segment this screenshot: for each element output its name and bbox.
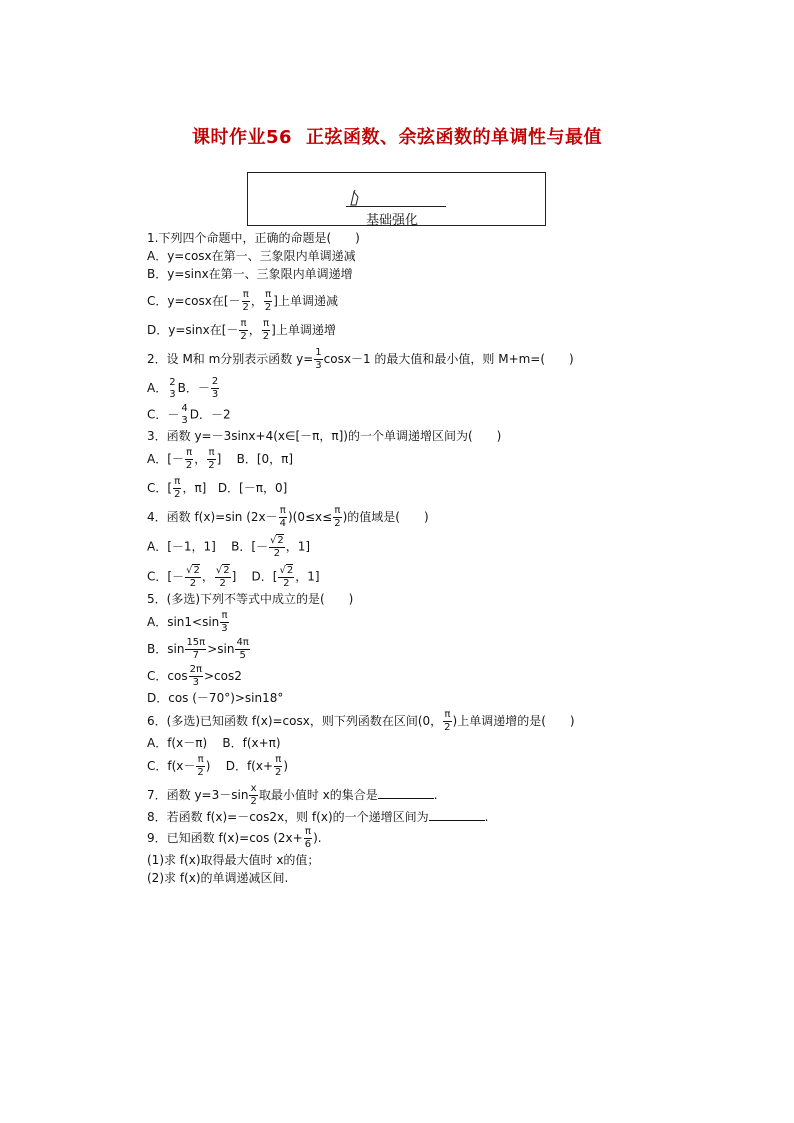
q3-stem: 3．函数 y=－3sinx+4(x∈[－π，π])的一个单调递增区间为( ): [147, 429, 502, 443]
fraction: $\frac{\pi}{2}$: [185, 447, 193, 471]
fraction: $\frac{\pi}{6}$: [304, 826, 312, 850]
fraction: $\frac{\pi}{3}$: [221, 610, 228, 634]
fraction: 2 3: [169, 376, 176, 400]
title-main: 正弦函数、余弦函数的单调性与最值: [306, 127, 603, 148]
q4-stem: 4．函数 f(x)=sin (2x－ $\frac{\pi}{4}$ )(0≤x≤ $\frac{\pi}{2}$ )的值域是( ): [147, 505, 429, 529]
fraction: $\frac{2}{3}$: [211, 376, 219, 400]
fraction: $\frac{√2}{2}$: [215, 565, 230, 589]
q1-option-c: C．y=cosx在[－ $\frac{\pi}{2}$ ， $\frac{\pi}{2}$ ]上单调递减: [147, 289, 338, 313]
fraction: $\frac{\pi}{2}$: [262, 318, 270, 342]
exercise-list: [147, 229, 667, 887]
q8: 8．若函数 f(x)=－cos2x，则 f(x)的一个递增区间为 .: [147, 810, 489, 824]
fraction: $\frac{\pi}{2}$: [334, 505, 341, 529]
q5-option-d: D．cos (－70°)>sin18°: [147, 691, 284, 705]
q9-part-1: (1)求 f(x)取得最大值时 x的值；: [147, 853, 320, 867]
q2-stem: 2．设 M和 m分别表示函数 y= $\frac{1}{3}$ cosx－1 的最大值和最小值，则 M+m=( ): [147, 347, 574, 371]
fraction: $\frac{\pi}{2}$: [208, 447, 215, 471]
answer-blank: [429, 808, 485, 821]
fraction: $\frac{\pi}{2}$: [174, 476, 181, 500]
q2-options-ab: A． 2 3 B．－ $\frac{2}{3}$: [147, 376, 219, 400]
answer-blank: [378, 786, 434, 799]
fraction: $\frac{\pi}{2}$: [275, 754, 282, 778]
fraction: $\frac{√2}{2}$: [279, 565, 294, 589]
fraction: $\frac{\pi}{2}$: [197, 754, 204, 778]
fraction: $\frac{15\pi}{7}$: [186, 637, 206, 661]
q1-stem: 1.下列四个命题中，正确的命题是( ): [147, 231, 360, 245]
q5-stem: 5．(多选)下列不等式中成立的是( ): [147, 592, 354, 606]
q3-options-ab: A．[－ $\frac{\pi}{2}$ ， $\frac{\pi}{2}$ ] B．[0，π]: [147, 447, 294, 471]
page-title: [0, 123, 794, 149]
fraction: $\frac{\pi}{2}$: [444, 709, 451, 733]
fraction: $\frac{1}{3}$: [315, 347, 322, 371]
q3-options-cd: C．[ $\frac{\pi}{2}$ ，π] D．[－π，0]: [147, 476, 288, 500]
fraction: $\frac{√2}{2}$: [186, 565, 200, 589]
fraction: $\frac{2\pi}{3}$: [189, 664, 202, 688]
q9-part-2: (2)求 f(x)的单调递减区间.: [147, 871, 289, 885]
q4-options-cd: C．[－ $\frac{√2}{2}$ ， $\frac{√2}{2}$ ] D．[ $\frac{√2}{2}$ ，1]: [147, 565, 320, 589]
q5-option-c: C．cos $\frac{2\pi}{3}$ >cos2: [147, 664, 242, 688]
q5-option-b: B．sin $\frac{15\pi}{7}$ >sin $\frac{4\pi}{5}$: [147, 637, 249, 661]
q7: 7．函数 y=3－sin $\frac{x}{2}$ 取最小值时 x的集合是 .: [147, 783, 438, 807]
section-header-box: [247, 172, 546, 226]
fraction: $\frac{x}{2}$: [250, 783, 257, 807]
q5-option-a: A．sin1<sin $\frac{\pi}{3}$: [147, 610, 228, 634]
fraction: $\frac{\pi}{4}$: [279, 505, 286, 529]
q6-stem: 6．(多选)已知函数 f(x)=cosx，则下列函数在区间(0， $\frac{\pi}{2}$ )上单调递增的是( ): [147, 709, 575, 733]
fraction: $\frac{\pi}{2}$: [240, 318, 247, 342]
q1-option-a: A．y=cosx在第一、三象限内单调递减: [147, 249, 356, 263]
q6-options-ab: A．f(x－π) B．f(x+π): [147, 736, 281, 750]
title-prefix: 课时作业56: [191, 127, 293, 148]
fraction: $\frac{√2}{2}$: [270, 535, 284, 559]
pencil-icon: [348, 189, 362, 207]
fraction: 4 3: [181, 403, 188, 426]
q4-options-ab: A．[－1，1] B．[－ $\frac{√2}{2}$ ，1]: [147, 535, 311, 559]
section-label: 基础强化: [366, 213, 419, 228]
header-rule: [346, 206, 446, 207]
q9-stem: 9．已知函数 f(x)=cos (2x+ $\frac{\pi}{6}$ ).: [147, 826, 322, 850]
fraction: $\frac{4\pi}{5}$: [236, 637, 249, 661]
q1-option-d: D．y=sinx在[－ $\frac{\pi}{2}$ ， $\frac{\pi}{2}$ ]上单调递增: [147, 318, 336, 342]
fraction: $\frac{\pi}{2}$: [242, 289, 249, 313]
q2-options-cd: C．－ 4 3 D．－2: [147, 403, 231, 426]
q6-options-cd: C．f(x－ $\frac{\pi}{2}$ ) D．f(x+ $\frac{\pi}{2}$ ): [147, 754, 289, 778]
fraction: $\frac{\pi}{2}$: [264, 289, 272, 313]
q1-option-b: B．y=sinx在第一、三象限内单调递增: [147, 267, 353, 281]
